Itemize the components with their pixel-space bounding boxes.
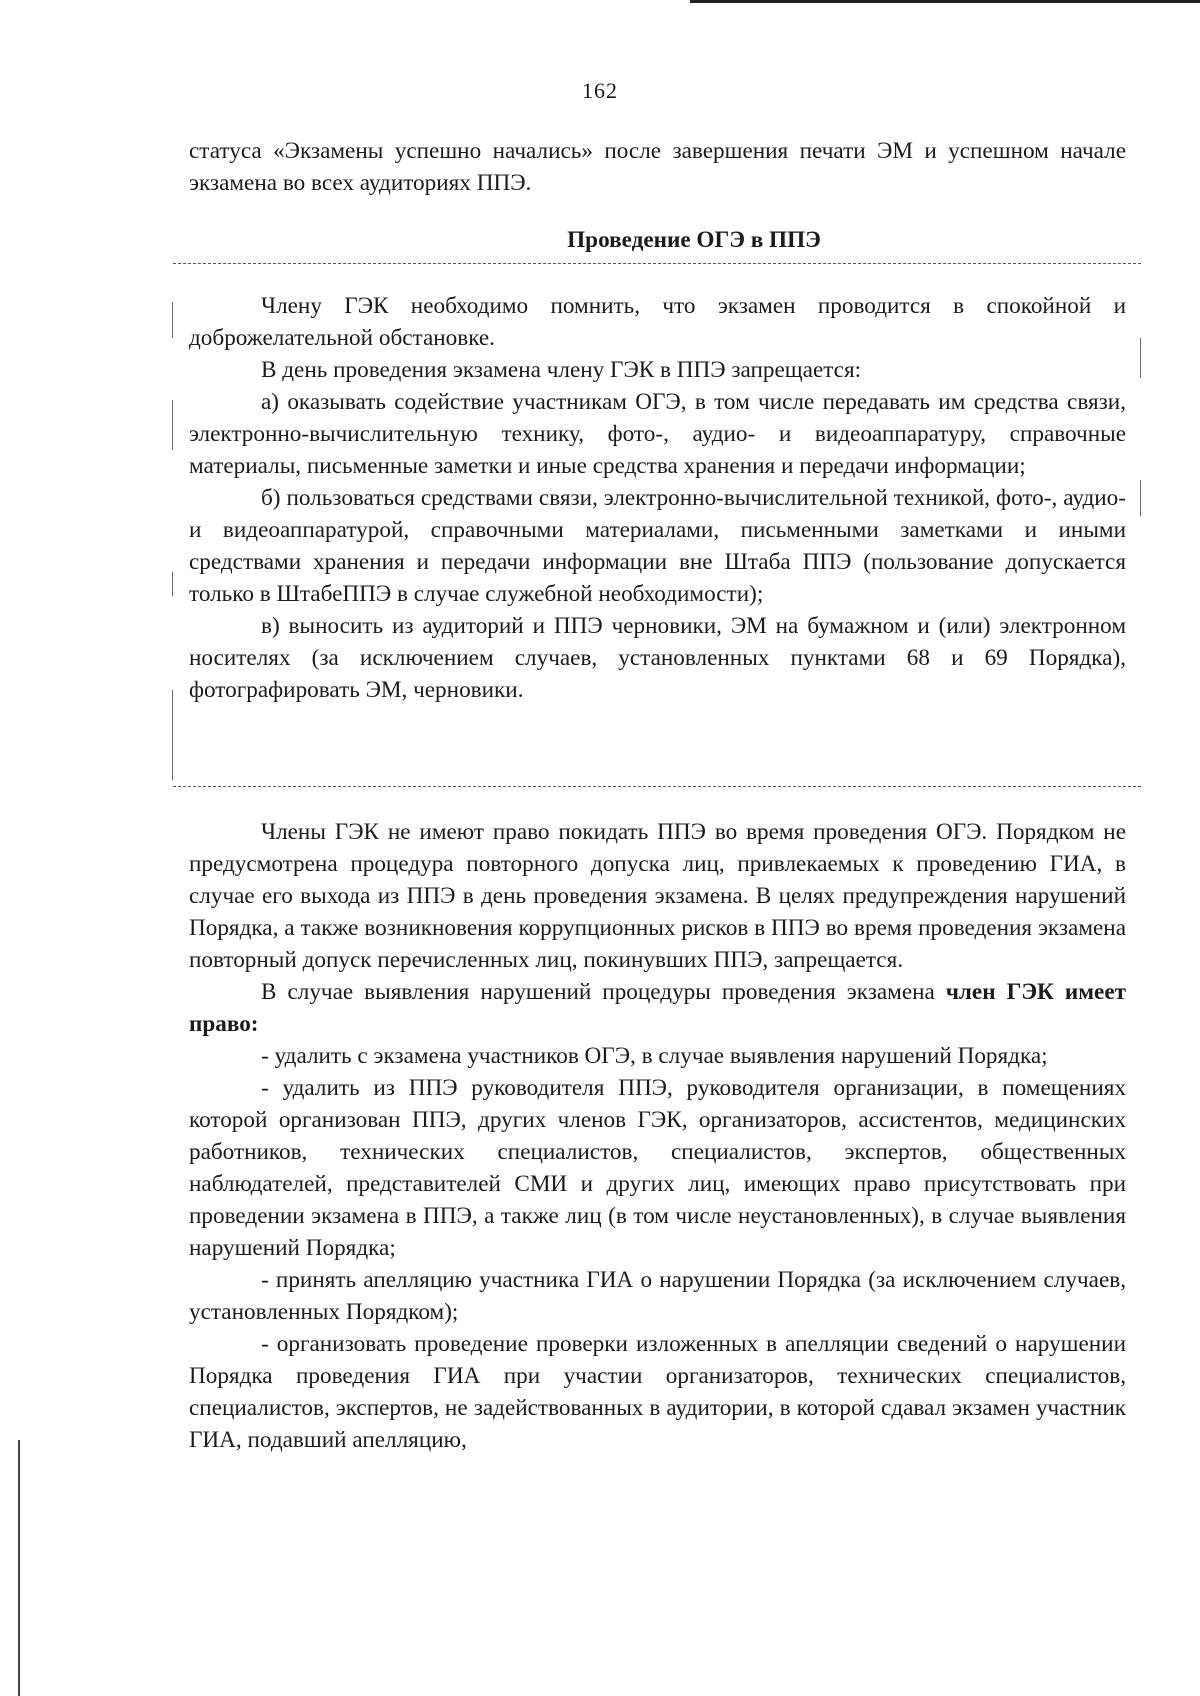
right-item-2: - удалить из ППЭ руководителя ППЭ, руководителя организации, в помещениях которой организован ППЭ, других членов ГЭК, организаторов, ассистентов, медицинских работников, технических специалистов, специалистов, экспертов, общественных наблюдателей, представителей СМИ и других лиц, имеющих право присутствовать при проведении экзамена в ППЭ, а также лиц (в том числе неустановленных), в случае выявления нарушений Порядка; — [189, 1075, 1126, 1261]
box-mark-right-2 — [1140, 480, 1141, 516]
box-item-a: а) оказывать содействие участникам ОГЭ, в том числе передавать им средства связи, электронно-вычислительную технику, фото-, аудио- и видеоаппаратуру, справочные материалы, письменные заметки и иные средства хранения и передачи информации; — [189, 389, 1126, 479]
section-heading: Проведение ОГЭ в ППЭ — [567, 227, 821, 253]
right-item-3: - принять апелляцию участника ГИА о нарушении Порядка (за исключением случаев, установленных Порядком); — [189, 1267, 1126, 1325]
notice-box — [189, 290, 1126, 706]
scan-edge-top — [690, 0, 1200, 3]
body-paragraph-2 — [189, 976, 1126, 1040]
scan-edge-left — [18, 1440, 20, 1696]
box-mark-left-3 — [172, 572, 173, 596]
right-item-1: - удалить с экзамена участников ОГЭ, в случае выявления нарушений Порядка; — [261, 1043, 1048, 1069]
body-paragraph-1: Члены ГЭК не имеют право покидать ППЭ во время проведения ОГЭ. Порядком не предусмотрена процедура повторного допуска лиц, привлекаемых к проведению ГИА, в случае его выхода из ППЭ в день проведения экзамена. В целях предупреждения нарушений Порядка, а также возникновения коррупционных рисков в ППЭ во время проведения экзамена повторный допуск перечисленных лиц, покинувших ППЭ, запрещается. — [189, 819, 1126, 973]
intro-text: статуса «Экзамены успешно начались» после завершения печати ЭМ и успешном начале экзамена во всех аудиториях ППЭ. — [189, 138, 1126, 196]
box-mark-right-1 — [1140, 338, 1141, 378]
intro-paragraph — [189, 135, 1126, 199]
body-paragraph-2-bold: член ГЭК имеет право: — [189, 979, 1126, 1037]
box-item-b: б) пользоваться средствами связи, электронно-вычислительной техникой, фото-, аудио- и видеоаппаратурой, справочными материалами, письменными заметками и иными средствами хранения и передачи информации вне Штаба ППЭ (пользование допускается только в ШтабеППЭ в случае служебной необходимости); — [189, 485, 1126, 607]
box-mark-left-1 — [172, 302, 173, 338]
main-body — [189, 816, 1126, 1456]
box-item-v: в) выносить из аудиторий и ППЭ черновики, ЭМ на бумажном и (или) электронном носителях (за исключением случаев, установленных пунктами 68 и 69 Порядка), фотографировать ЭМ, черновики. — [189, 613, 1126, 703]
page-number: 162 — [582, 78, 618, 103]
box-paragraph-2: В день проведения экзамена члену ГЭК в ППЭ запрещается: — [261, 357, 862, 383]
box-mark-left-2 — [172, 400, 173, 450]
box-paragraph-1: Члену ГЭК необходимо помнить, что экзамен проводится в спокойной и доброжелательной обстановке. — [189, 293, 1126, 351]
body-paragraph-2-start: В случае выявления нарушений процедуры проведения экзамена — [261, 979, 946, 1005]
box-mark-left-4 — [172, 690, 173, 780]
right-item-4: - организовать проведение проверки изложенных в апелляции сведений о нарушении Порядка проведения ГИА при участии организаторов, технических специалистов, специалистов, экспертов, не задействованных в аудитории, в которой сдавал экзамен участник ГИА, подавший апелляцию, — [189, 1331, 1126, 1453]
